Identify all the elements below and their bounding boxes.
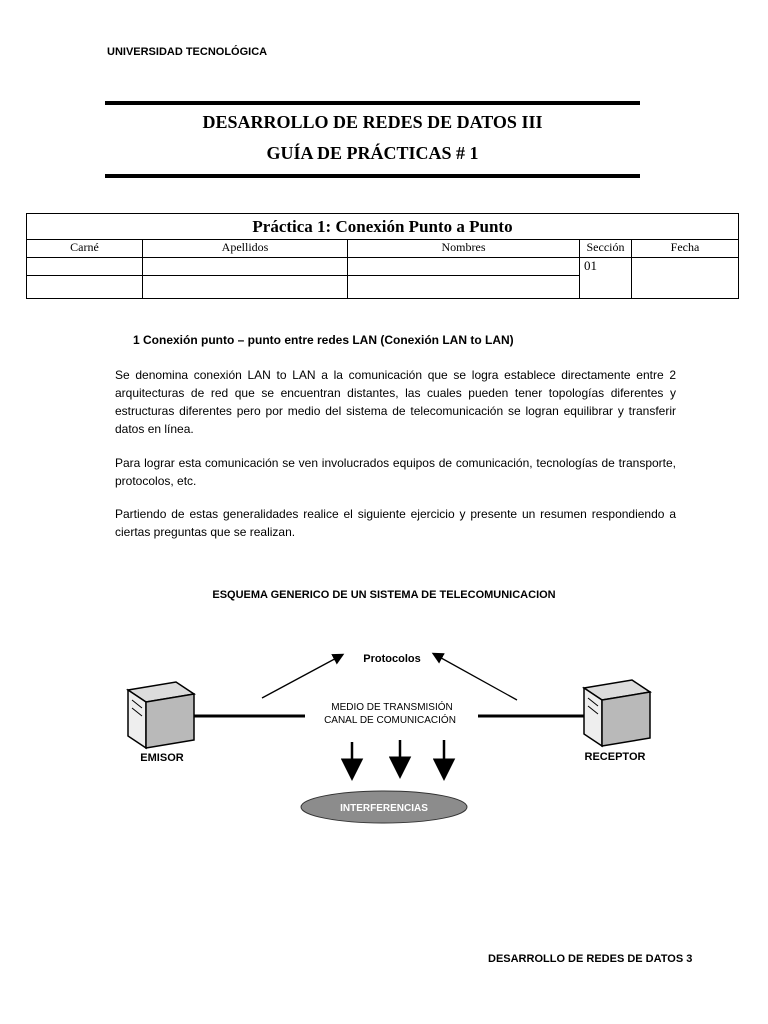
emitter-computer-icon [128,682,194,748]
emitter-label: EMISOR [140,752,184,764]
student-info-table [26,213,739,299]
nombres-cell-2[interactable] [348,276,580,299]
column-header-nombres: Nombres [348,240,580,258]
seccion-cell: 01 [580,258,632,299]
carne-cell-2[interactable] [27,276,143,299]
apellidos-cell-1[interactable] [143,258,348,276]
university-name: UNIVERSIDAD TECNOLÓGICA [107,46,268,58]
carne-cell-1[interactable] [27,258,143,276]
medium-label-line2: CANAL DE COMUNICACIÓN [324,715,456,726]
receiver-label: RECEPTOR [584,751,646,763]
apellidos-cell-2[interactable] [143,276,348,299]
column-header-apellidos: Apellidos [143,240,348,258]
column-header-fecha: Fecha [632,240,739,258]
medium-label-line1: MEDIO DE TRANSMISIÓN [331,702,453,713]
paragraph-definition: Se denomina conexión LAN to LAN a la comunicación que se logra establece directamente entre 2 arquitecturas de red que se encuentran distantes, las cuales pueden tener topologías diferentes y estructuras diferentes pero por medio del sistema de telecomunicación se logran equilibrar y transferir datos en línea. [115,368,676,436]
top-rule [105,101,640,105]
protocols-label: Protocolos [363,653,421,665]
fecha-cell[interactable] [632,258,739,299]
guide-title: GUÍA DE PRÁCTICAS # 1 [266,143,479,163]
nombres-cell-1[interactable] [348,258,580,276]
receiver-computer-icon [584,680,650,746]
section-heading: 1 Conexión punto – punto entre redes LAN (Conexión LAN to LAN) [133,333,514,347]
paragraph-instructions: Partiendo de estas generalidades realice el siguiente ejercicio y presente un resumen respondiendo a ciertas preguntas que se realizan. [115,507,676,539]
course-title: DESARROLLO DE REDES DE DATOS III [202,112,543,132]
column-header-carne: Carné [27,240,143,258]
telecom-diagram [0,630,768,850]
arrow-emitter-to-protocols [262,655,342,698]
diagram-title: ESQUEMA GENERICO DE UN SISTEMA DE TELECOMUNICACION [212,589,556,601]
interference-label: INTERFERENCIAS [340,803,428,814]
practice-caption: Práctica 1: Conexión Punto a Punto [27,214,739,240]
paragraph-equipment: Para lograr esta comunicación se ven involucrados equipos de comunicación, tecnologías de transporte, protocolos, etc. [115,456,676,488]
arrow-receiver-to-protocols [434,654,517,700]
footer-text: DESARROLLO DE REDES DE DATOS 3 [488,953,693,965]
bottom-rule [105,174,640,178]
column-header-seccion: Sección [580,240,632,258]
